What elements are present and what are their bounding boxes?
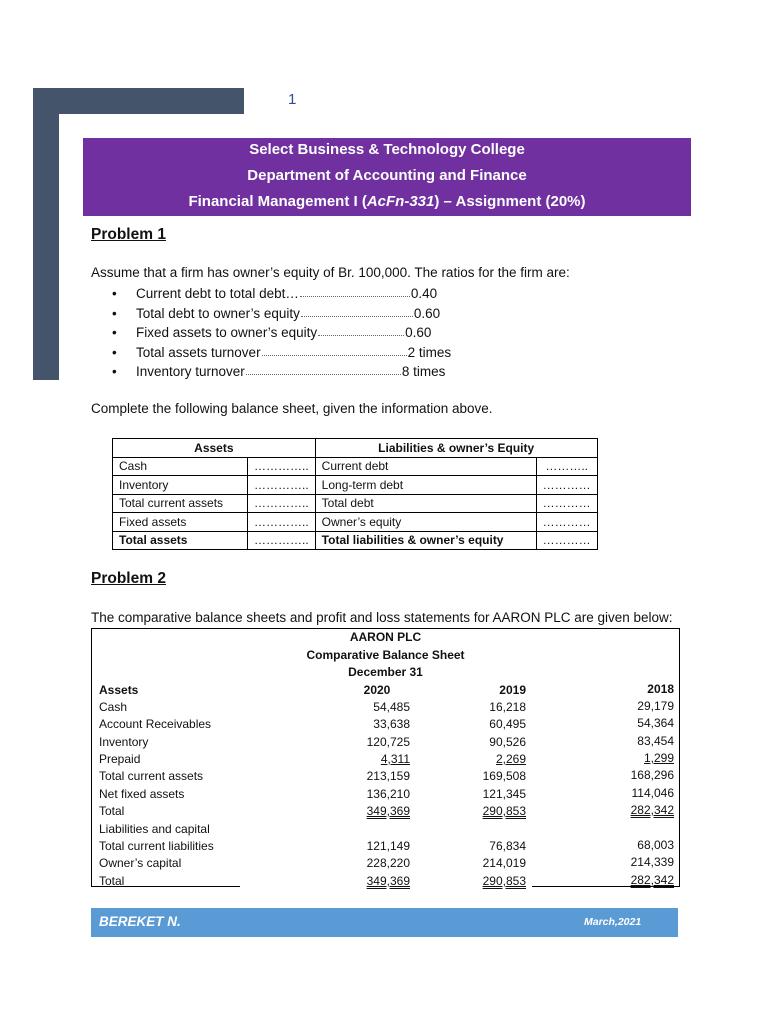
asset-label: Cash: [113, 457, 248, 476]
liability-blank: …………: [536, 513, 597, 532]
value-2019: [456, 856, 526, 870]
value-2018: [604, 768, 674, 782]
cell-value: 33,638: [373, 717, 410, 731]
ratio-value: 0.60: [413, 305, 441, 321]
cell-value: 136,210: [366, 787, 410, 801]
ratio-item: [112, 343, 451, 363]
cell-value: 120,725: [366, 735, 410, 749]
value-2018: [604, 786, 674, 800]
value-2018: [604, 751, 674, 765]
liability-label: Owner’s equity: [315, 513, 536, 532]
row-label: Total current liabilities: [99, 839, 214, 853]
cell-value: 282,342: [630, 873, 674, 887]
ratio-label: Total debt to owner’s equity: [136, 305, 300, 321]
bullet-icon: •: [112, 364, 117, 380]
course-title-post: ) – Assignment (20%): [434, 193, 586, 210]
value-2019: [456, 752, 526, 766]
liability-blank: …………: [536, 494, 597, 513]
college-name: Select Business & Technology College: [249, 141, 525, 158]
value-2019: [456, 804, 526, 818]
page-number: 1: [288, 91, 297, 108]
value-2019: [456, 717, 526, 731]
liability-blank: ………..: [536, 457, 597, 476]
bullet-icon: •: [112, 344, 117, 360]
cell-value: 169,508: [482, 769, 526, 783]
row-label: Owner’s capital: [99, 856, 182, 870]
cell-value: 121,149: [366, 839, 410, 853]
problem1-title: Problem 1: [91, 226, 166, 243]
bullet-icon: •: [112, 286, 117, 301]
asset-label: Inventory: [113, 476, 248, 495]
row-label: Total current assets: [99, 769, 204, 783]
liability-label: Total debt: [315, 494, 536, 513]
cell-value: 290,853: [482, 874, 526, 888]
row-label: Total: [99, 804, 125, 818]
cell-value: 349,369: [366, 874, 410, 888]
year-2018: 2018: [647, 682, 674, 696]
value-2019: [456, 700, 526, 714]
value-2020: [340, 856, 410, 870]
value-2019: [456, 787, 526, 801]
year-2019: 2019: [499, 683, 526, 697]
course-title-pre: Financial Management I (: [188, 193, 367, 210]
cell-value: 2,269: [495, 752, 526, 766]
ratio-value: 2 times: [407, 344, 452, 360]
cell-value: 282,342: [630, 803, 674, 817]
row-label: Liabilities and capital: [99, 822, 210, 836]
assets-section-label: Assets: [99, 683, 139, 697]
company-name: AARON PLC: [349, 630, 422, 644]
value-2020: [340, 804, 410, 818]
problem1-intro: Assume that a firm has owner’s equity of Br. 100,000. The ratios for the firm are:: [91, 265, 570, 280]
value-2018: [604, 699, 674, 713]
cell-value: 1,299: [643, 751, 674, 765]
table-row: [113, 476, 598, 495]
value-2020: [340, 787, 410, 801]
asset-blank: …………..: [248, 476, 316, 495]
bullet-icon: •: [112, 325, 117, 341]
department-name: Department of Accounting and Finance: [247, 167, 527, 184]
ratio-item: [112, 362, 451, 382]
balance-sheet-table: [112, 438, 598, 550]
table-row: [113, 494, 598, 513]
row-label: Total: [99, 874, 125, 888]
ratio-item: [112, 304, 451, 324]
course-code: AcFn-331: [366, 193, 435, 210]
corner-decoration-side: [33, 88, 59, 380]
asset-label: Total assets: [113, 531, 248, 550]
ratio-label: Inventory turnover: [136, 364, 245, 380]
leader-dots: [301, 304, 413, 317]
value-2018: [604, 838, 674, 852]
footer-date: March,2021: [584, 916, 642, 928]
corner-decoration-top: [33, 88, 244, 114]
cell-value: 168,296: [630, 768, 674, 782]
value-2019: [456, 769, 526, 783]
value-2019: [456, 735, 526, 749]
value-2020: [340, 769, 410, 783]
cell-value: 29,179: [637, 699, 674, 713]
cell-value: 68,003: [637, 838, 674, 852]
cell-value: 228,220: [366, 856, 410, 870]
cell-value: 83,454: [637, 734, 674, 748]
assets-header: Assets: [113, 439, 316, 458]
row-label: Inventory: [99, 735, 149, 749]
ratio-item: [112, 323, 451, 343]
asset-label: Total current assets: [113, 494, 248, 513]
row-label: Prepaid: [99, 752, 141, 766]
asset-blank: …………..: [248, 457, 316, 476]
cell-value: 76,834: [489, 839, 526, 853]
year-2020: 2020: [363, 683, 391, 697]
row-label: Account Receivables: [99, 717, 212, 731]
cell-value: 16,218: [489, 700, 526, 714]
problem1-instruction: Complete the following balance sheet, given the information above.: [91, 401, 493, 416]
value-2018: [604, 803, 674, 817]
value-2018: [604, 716, 674, 730]
value-2020: [340, 839, 410, 853]
value-2020: [340, 735, 410, 749]
cell-value: 90,526: [489, 735, 526, 749]
liability-label: Current debt: [315, 457, 536, 476]
problem2-intro: The comparative balance sheets and profit and loss statements for AARON PLC are given below:: [91, 610, 673, 625]
cell-value: 214,019: [482, 856, 526, 870]
ratio-list: [112, 284, 451, 382]
ratio-value: 0.40: [410, 286, 438, 301]
ratio-value: 0.60: [405, 325, 432, 341]
ratio-label: Total assets turnover: [136, 344, 261, 360]
cell-value: 54,485: [373, 700, 410, 714]
ratio-item: [112, 284, 451, 304]
liabilities-header: Liabilities & owner’s Equity: [315, 439, 597, 458]
value-2020: [340, 874, 410, 888]
leader-dots: [246, 362, 401, 375]
value-2018: [604, 855, 674, 869]
cell-value: 4,311: [380, 752, 410, 766]
value-2019: [456, 839, 526, 853]
table-row: [113, 457, 598, 476]
ratio-label: Fixed assets to owner’s equity: [136, 325, 318, 341]
leader-dots: [300, 284, 410, 297]
cell-value: 60,495: [489, 717, 526, 731]
value-2020: [340, 700, 410, 714]
cell-value: 121,345: [482, 787, 526, 801]
ratio-value: 8 times: [401, 364, 446, 380]
value-2019: [456, 874, 526, 888]
asset-blank: …………..: [248, 513, 316, 532]
liability-blank: …………: [536, 531, 597, 550]
value-2018: [604, 734, 674, 748]
leader-dots: [318, 323, 404, 336]
liability-blank: …………: [536, 476, 597, 495]
value-2020: [340, 752, 410, 766]
cell-value: 349,369: [366, 804, 410, 818]
comparative-balance-sheet: [91, 628, 680, 887]
problem2-title: Problem 2: [91, 570, 166, 587]
asset-blank: …………..: [248, 494, 316, 513]
footer-bar: [91, 908, 678, 937]
value-2018: [604, 873, 674, 887]
leader-dots: [262, 343, 407, 356]
liability-label: Long-term debt: [315, 476, 536, 495]
asset-blank: …………..: [248, 531, 316, 550]
cell-value: 290,853: [482, 804, 526, 818]
statement-name: Comparative Balance Sheet: [306, 648, 465, 662]
cell-value: 114,046: [631, 786, 674, 800]
liability-label: Total liabilities & owner’s equity: [315, 531, 536, 550]
row-label: Cash: [99, 700, 128, 714]
statement-date: December 31: [348, 665, 423, 679]
table-row: [113, 513, 598, 532]
footer-author: BEREKET N.: [99, 914, 181, 929]
ratio-label: Current debt to total debt…: [136, 286, 299, 301]
course-title: [83, 190, 691, 216]
cell-value: 214,339: [630, 855, 674, 869]
value-2020: [340, 717, 410, 731]
cell-value: 213,159: [366, 769, 410, 783]
table-row: [113, 531, 598, 550]
header-banner: [83, 138, 691, 216]
cell-value: 54,364: [637, 716, 674, 730]
row-label: Net fixed assets: [99, 787, 185, 801]
asset-label: Fixed assets: [113, 513, 248, 532]
bullet-icon: •: [112, 305, 117, 321]
